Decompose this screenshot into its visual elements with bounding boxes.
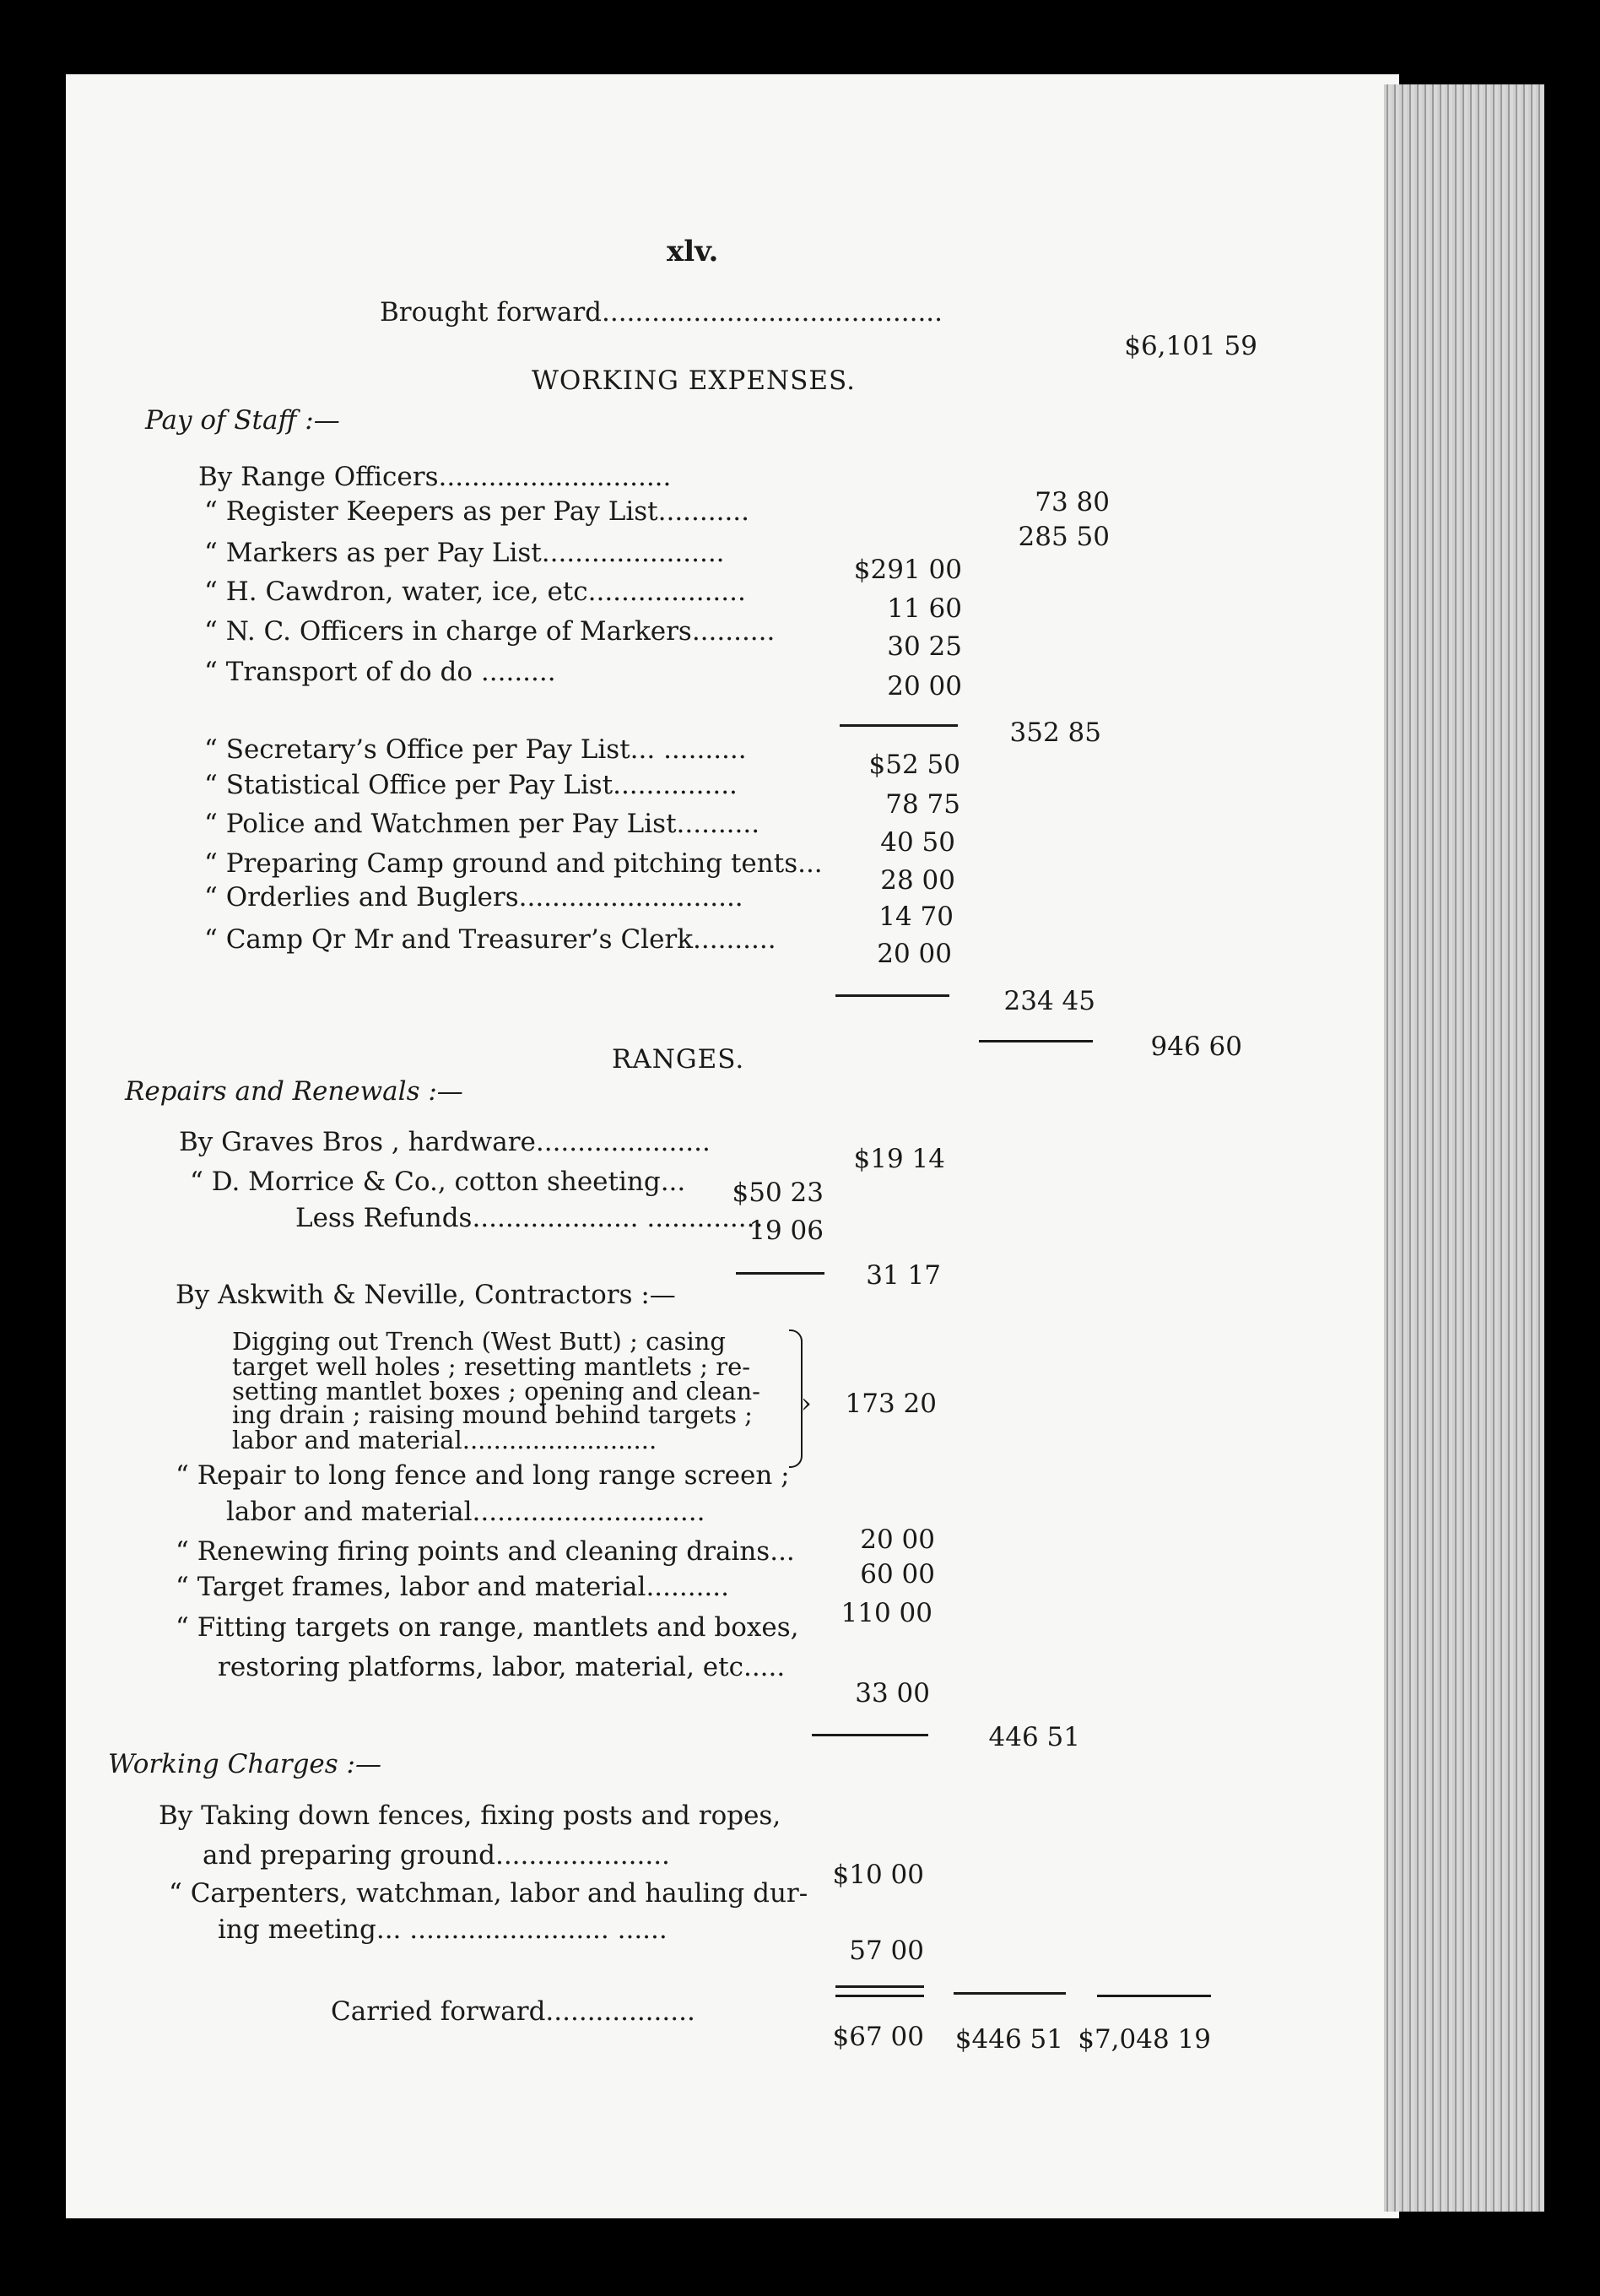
subtotal-rule <box>835 994 949 997</box>
ledger-row-label: ing meeting... ........................ ...... <box>218 1914 668 1945</box>
ledger-row-label: “ Register Keepers as per Pay List........... <box>204 496 750 527</box>
ledger-row-amount: $50 23 <box>732 1178 824 1208</box>
page-stack-edge <box>1384 84 1544 2212</box>
subtotal-rule <box>840 724 958 727</box>
ledger-row-amount: $52 50 <box>868 750 960 780</box>
ledger-row-label: By Graves Bros , hardware..................... <box>179 1127 711 1157</box>
working-expenses-total: 946 60 <box>1150 1032 1242 1062</box>
pay-of-staff-heading: Pay of Staff :— <box>145 405 340 436</box>
ledger-row-label: Less Refunds.................... .............. <box>295 1203 764 1233</box>
carried-forward-col2: $446 51 <box>954 2024 1063 2055</box>
ledger-row-amount: $291 00 <box>853 555 962 585</box>
ledger-row-amount: 78 75 <box>885 789 960 820</box>
total-rule <box>1097 1995 1211 1997</box>
ledger-row-label: “ Secretary’s Office per Pay List... .......... <box>204 734 747 765</box>
ledger-row-label: “ D. Morrice & Co., cotton sheeting... <box>190 1167 686 1197</box>
ledger-row-label: By Range Officers............................ <box>198 462 672 492</box>
ledger-row-label: restoring platforms, labor, material, etc..... <box>218 1652 786 1682</box>
total-rule <box>835 1985 924 1988</box>
ledger-row-label: and preparing ground..................... <box>203 1840 670 1871</box>
carried-forward-col1: $67 00 <box>832 2022 924 2052</box>
ledger-row-amount: 19 06 <box>749 1216 824 1246</box>
page-number: xlv. <box>667 235 719 268</box>
ledger-row-label: “ H. Cawdron, water, ice, etc................... <box>204 577 746 607</box>
ledger-row-label: “ Camp Qr Mr and Treasurer’s Clerk.......... <box>204 924 776 955</box>
ledger-row-label: By Taking down fences, fixing posts and ropes, <box>159 1801 781 1831</box>
ledger-row-label: “ Fitting targets on range, mantlets and boxes, <box>176 1612 799 1643</box>
ledger-row-amount: 30 25 <box>887 631 962 662</box>
ledger-row-amount: 73 80 <box>1035 487 1110 517</box>
subtotal-amount: 352 85 <box>1009 718 1101 748</box>
ledger-row-amount: 28 00 <box>880 865 955 896</box>
askwith-line: labor and material......................... <box>232 1426 657 1454</box>
brought-forward-label: Brought forward......................................... <box>380 297 943 328</box>
ledger-row-amount: 20 00 <box>887 671 962 701</box>
ledger-row-amount: $10 00 <box>832 1860 924 1890</box>
ledger-row-amount: 40 50 <box>880 827 955 858</box>
ledger-row-label: labor and material............................ <box>226 1497 705 1527</box>
ledger-row-amount: 57 00 <box>849 1936 924 1966</box>
ranges-heading: RANGES. <box>612 1044 745 1075</box>
total-rule <box>954 1992 1066 1995</box>
askwith-line: ing drain ; raising mound behind targets ; <box>232 1400 753 1429</box>
askwith-line: Digging out Trench (West Butt) ; casing <box>232 1327 726 1356</box>
ledger-row-label: “ Renewing firing points and cleaning drains... <box>176 1536 795 1567</box>
ledger-row-label: “ Police and Watchmen per Pay List.......... <box>204 809 760 839</box>
ledger-row-label: “ Preparing Camp ground and pitching tents... <box>204 848 823 879</box>
ledger-row-amount: 33 00 <box>855 1678 930 1708</box>
ledger-row-amount: 11 60 <box>887 593 962 624</box>
carried-forward-label: Carried forward.................. <box>331 1996 695 2027</box>
repairs-renewals-heading: Repairs and Renewals :— <box>125 1076 463 1107</box>
ledger-row-amount: 60 00 <box>860 1559 935 1589</box>
ledger-row-amount: 285 50 <box>1018 522 1110 552</box>
ledger-row-amount: 14 70 <box>878 902 954 932</box>
askwith-heading: By Askwith & Neville, Contractors :— <box>176 1280 676 1310</box>
working-expenses-heading: WORKING EXPENSES. <box>532 366 856 396</box>
askwith-line: target well holes ; resetting mantlets ; re- <box>232 1352 751 1381</box>
total-rule <box>835 1995 924 1997</box>
ledger-row-label: “ Transport of do do ......... <box>204 657 556 687</box>
morrice-net-amount: 31 17 <box>866 1260 941 1291</box>
ledger-row-label: “ N. C. Officers in charge of Markers.......... <box>204 616 776 647</box>
ledger-row-amount: 20 00 <box>877 939 952 969</box>
askwith-line: setting mantlet boxes ; opening and clean- <box>232 1377 760 1405</box>
subtotal-rule <box>812 1734 928 1736</box>
ledger-row-label: “ Orderlies and Buglers........................... <box>204 882 743 912</box>
ledger-row-amount: $19 14 <box>853 1144 945 1174</box>
brought-forward-amount: $6,101 59 <box>1124 331 1257 361</box>
bracket-brace-tip: › <box>801 1387 812 1419</box>
subtotal-amount: 234 45 <box>1003 986 1095 1016</box>
ledger-row-label: “ Markers as per Pay List...................... <box>204 538 725 568</box>
ledger-row-label: “ Carpenters, watchman, labor and hauling dur- <box>169 1878 808 1909</box>
askwith-amount: 173 20 <box>845 1389 937 1419</box>
working-charges-heading: Working Charges :— <box>108 1749 381 1779</box>
repairs-total: 446 51 <box>988 1722 1080 1752</box>
ledger-row-label: “ Repair to long fence and long range screen ; <box>176 1460 790 1491</box>
ledger-row-label: “ Statistical Office per Pay List............... <box>204 770 738 800</box>
total-rule <box>979 1040 1093 1042</box>
ledger-row-label: “ Target frames, labor and material.......... <box>176 1572 729 1602</box>
ledger-row-amount: 110 00 <box>841 1598 932 1628</box>
ledger-row-amount: 20 00 <box>860 1524 935 1555</box>
carried-forward-col3: $7,048 19 <box>1078 2024 1211 2055</box>
